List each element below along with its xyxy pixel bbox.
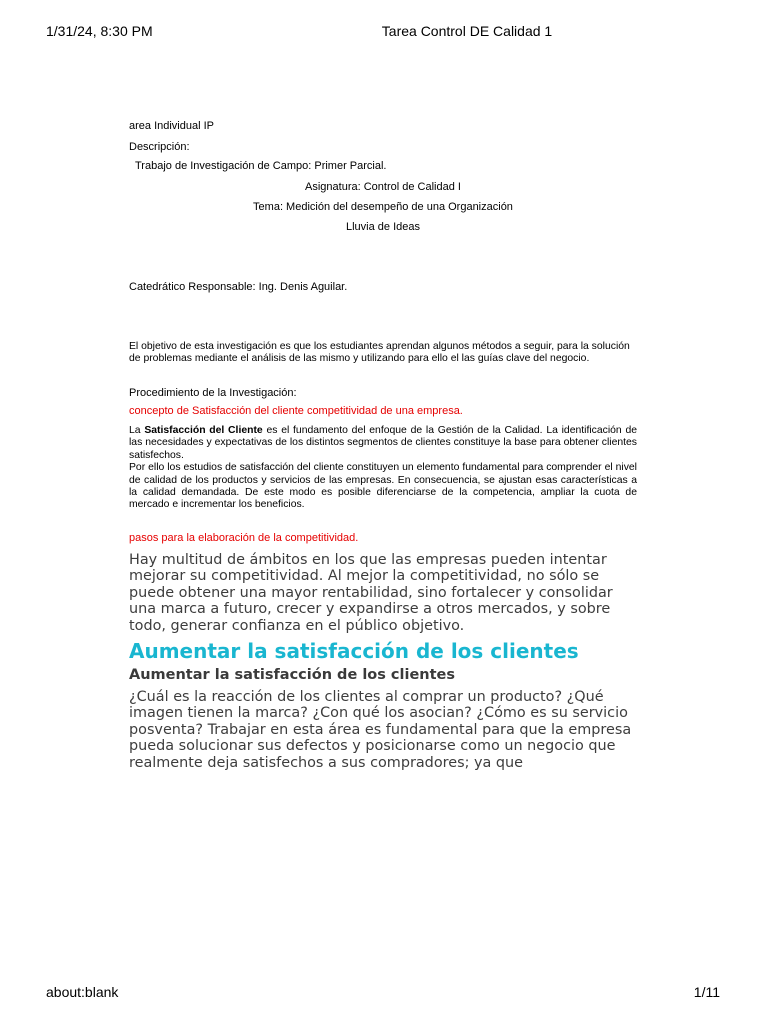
print-url: about:blank [46, 984, 119, 1000]
doc-line-tarea: area Individual IP [129, 120, 214, 132]
doc-asignatura: Asignatura: Control de Calidad I [305, 181, 461, 193]
doc-satisfaccion-paragraph [129, 425, 637, 512]
doc-objetivo: El objetivo de esta investigación es que los estudiantes aprendan algunos métodos a seguir, para la solución de problemas mediante el análisis de las mismo y utilizando para ello el las guías clave del negocio. [129, 341, 630, 365]
satis-p2: Por ello los estudios de satisfacción del cliente constituyen un elemento fundamental para comprender el nivel de calidad de los productos y servicios de las empresas. En consecuencia, se ajustan esas características a la calidad demandada. De este modo es posible diferenciarse de la competencia, ampliar la cuota de mercado e incrementar los beneficios. [129, 462, 637, 511]
heading-cyan: Aumentar la satisfacción de los clientes [129, 639, 579, 663]
print-header [0, 23, 768, 43]
doc-trabajo: Trabajo de Investigación de Campo: Primer Parcial. [135, 160, 387, 172]
doc-tema: Tema: Medición del desempeño de una Organización [253, 201, 513, 213]
print-page-number: 1/11 [693, 984, 720, 1000]
doc-hay-multitud: Hay multitud de ámbitos en los que las empresas pueden intentar mejorar su competitividad. Al mejor la competitividad, no sólo se puede obtener una mayor rentabilidad, sino fortalecer y consolidar una marca a futuro, crecer y expandirse a otros mercados, y sobre todo, generar confianza en el público objetivo. [129, 552, 613, 634]
satis-rest: es el fundamento del enfoque de la Gestión de la Calidad. La identificación de las necesidades y expectativas de los distintos segmentos de clientes constituye la base para obtener clientes satisfechos. [129, 425, 638, 461]
doc-lluvia: Lluvia de Ideas [346, 221, 420, 233]
print-footer [0, 984, 768, 1004]
doc-pasos-red: pasos para la elaboración de la competitividad. [129, 532, 359, 544]
satis-prefix: La [129, 425, 141, 436]
satis-bold: Satisfacción del Cliente [144, 425, 263, 436]
print-datetime: 1/31/24, 8:30 PM [46, 23, 153, 39]
heading-gray: Aumentar la satisfacción de los clientes [129, 667, 456, 683]
doc-descripcion-label: Descripción: [129, 141, 190, 153]
print-title: Tarea Control DE Calidad 1 [381, 23, 553, 39]
doc-concepto-red: concepto de Satisfacción del cliente competitividad de una empresa. [129, 405, 463, 417]
doc-procedimiento: Procedimiento de la Investigación: [129, 387, 297, 399]
doc-cual-es: ¿Cuál es la reacción de los clientes al comprar un producto? ¿Qué imagen tienen la marca? ¿Con qué los asocian? ¿Cómo es su servicio posventa? Trabajar en esta área es fundamental para que la empresa pueda solucionar sus defectos y posicionarse como un negocio que realmente deja satisfechos a sus compradores; ya que [129, 689, 632, 771]
doc-catedratico: Catedrático Responsable: Ing. Denis Aguilar. [129, 281, 348, 293]
